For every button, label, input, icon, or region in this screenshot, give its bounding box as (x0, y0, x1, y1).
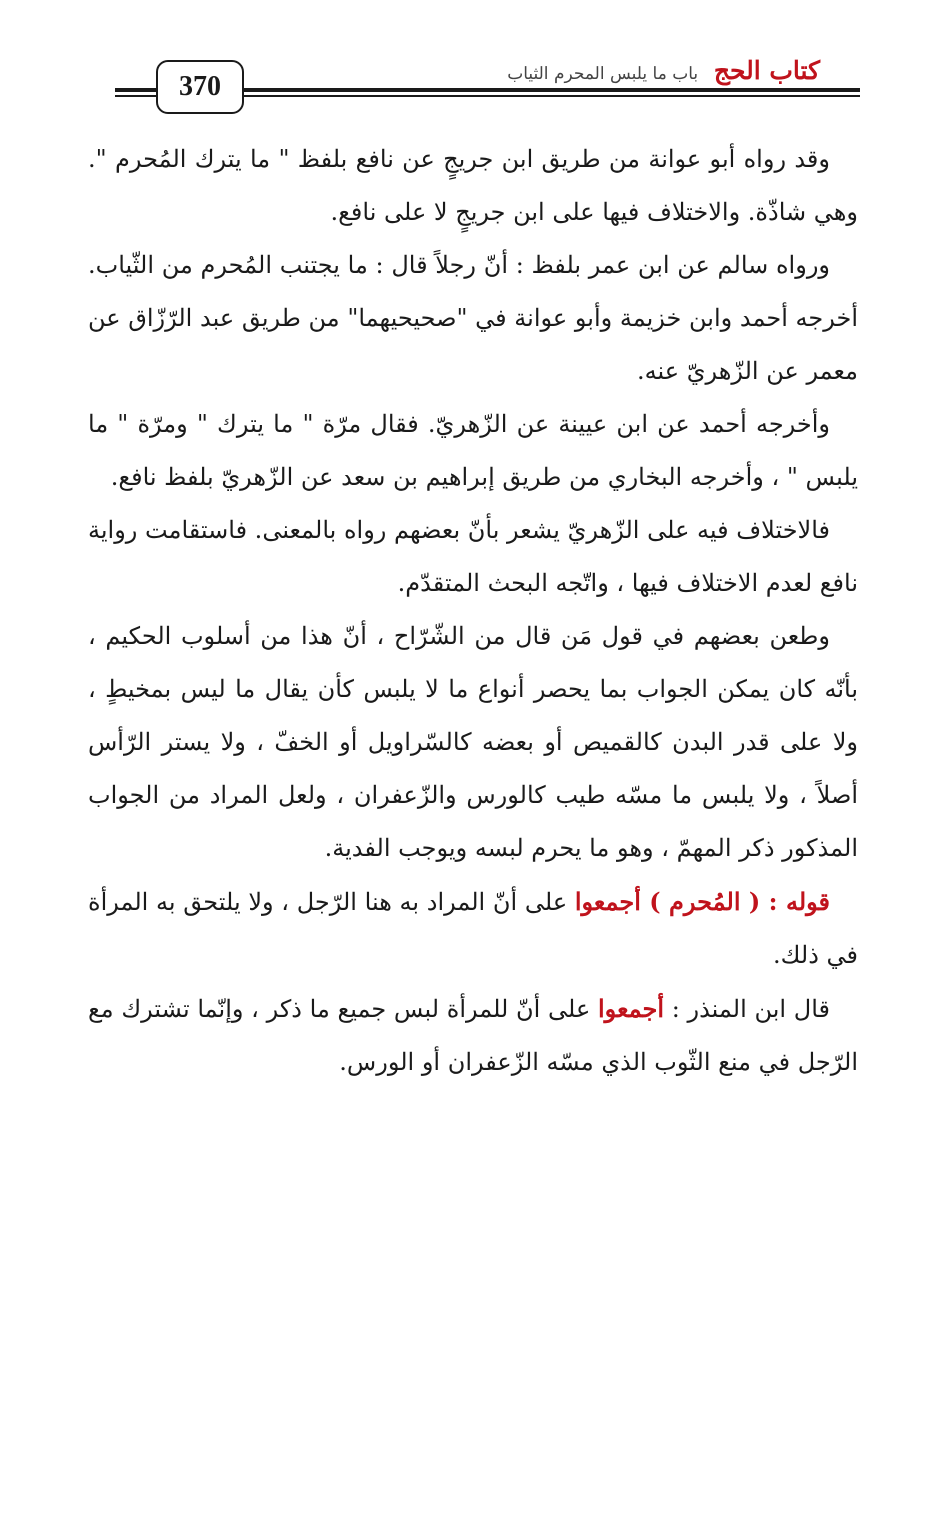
page-header (0, 0, 945, 140)
page-number-box (156, 60, 244, 114)
paragraph-7-after: على أنّ للمرأة لبس جميع ما ذكر ، وإنّما تشترك مع الرّجل في منع الثّوب الذي مسّه الزّعفران أو الورس. (88, 995, 858, 1076)
chapter-name: باب ما يلبس المحرم الثياب (507, 64, 699, 84)
commentary-lemma: قوله : ( المُحرم ) أجمعوا (574, 887, 830, 916)
paragraph-6-text: على أنّ المراد به هنا الرّجل ، ولا يلتحق به المرأة في ذلك. (88, 888, 858, 969)
paragraph-7-before: قال ابن المنذر : (664, 995, 830, 1023)
paragraph-3: وأخرجه أحمد عن ابن عيينة عن الزّهريّ. فقال مرّة " ما يترك " ومرّة " ما يلبس " ، وأخرجه البخاري من طريق إبراهيم بن سعد عن الزّهريّ بلفظ نافع. (88, 410, 858, 491)
paragraph-4: فالاختلاف فيه على الزّهريّ يشعر بأنّ بعضهم رواه بالمعنى. فاستقامت رواية نافع لعدم الاختلاف فيها ، واتّجه البحث المتقدّم. (88, 516, 858, 597)
paragraph-7 (88, 982, 858, 1089)
page-number: 370 (179, 71, 221, 102)
running-header (507, 58, 820, 87)
consensus-keyword: أجمعوا (598, 994, 665, 1023)
paragraph-1: وقد رواه أبو عوانة من طريق ابن جريجٍ عن نافع بلفظ " ما يترك المُحرم ". وهي شاذّة. والاختلاف فيها على ابن جريجٍ لا على نافع. (88, 145, 858, 226)
book-name: كتاب الحج (713, 56, 820, 85)
paragraph-5: وطعن بعضهم في قول مَن قال من الشّرّاح ، أنّ هذا من أسلوب الحكيم ، بأنّه كان يمكن الجواب بما يحصر أنواع ما لا يلبس كأن يقال ما ليس بمخيطٍ ، ولا على قدر البدن كالقميص أو بعضه كالسّراويل أو الخفّ ، ولا يستر الرّأس أصلاً ، ولا يلبس ما مسّه طيب كالورس والزّعفران ، ولعل المراد من الجواب المذكور ذكر المهمّ ، وهو ما يحرم لبسه ويوجب الفدية. (88, 622, 859, 862)
main-text (88, 133, 858, 1089)
paragraph-6 (88, 875, 858, 982)
paragraph-2: ورواه سالم عن ابن عمر بلفظ : أنّ رجلاً قال : ما يجتنب المُحرم من الثّياب. أخرجه أحمد وابن خزيمة وأبو عوانة في "صحيحيهما" من طريق عبد الرّزّاق عن معمر عن الزّهريّ عنه. (88, 251, 858, 385)
